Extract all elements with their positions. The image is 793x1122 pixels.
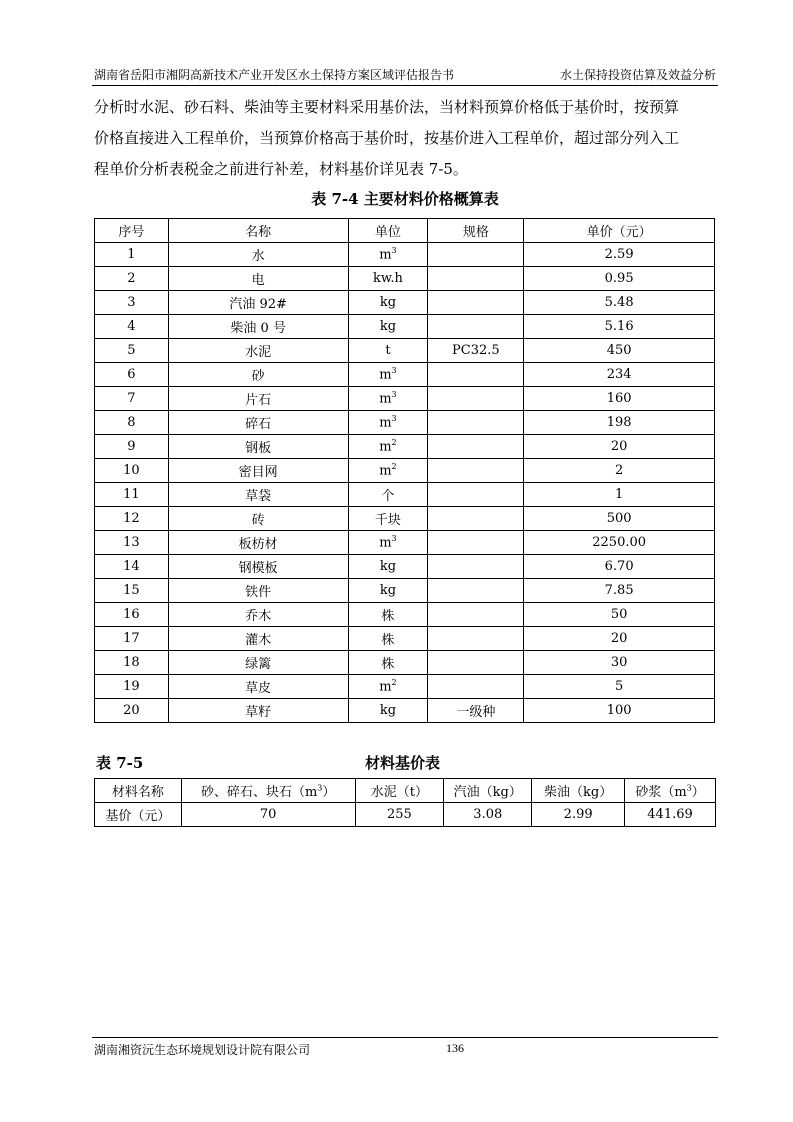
cell-spec — [428, 651, 524, 675]
cell-name: 水 — [168, 243, 348, 267]
col-header-price: 单价（元） — [524, 219, 715, 243]
footer-organization: 湖南湘资沅生态环境规划设计院有限公司 — [94, 1043, 311, 1057]
material-price-table — [94, 218, 715, 723]
cell-unit: kw.h — [348, 267, 428, 291]
cell-no: 9 — [95, 435, 169, 459]
cell-spec: 一级种 — [428, 699, 524, 723]
cell-name: 灌木 — [168, 627, 348, 651]
footer-rule — [92, 1037, 718, 1038]
cell-name: 绿篱 — [168, 651, 348, 675]
cell-no: 18 — [95, 651, 169, 675]
cell-no: 11 — [95, 483, 169, 507]
table-row — [95, 803, 716, 827]
cell-unit: $m^3$ — [348, 531, 428, 555]
table-row — [95, 387, 715, 411]
cell-price: 2.59 — [524, 243, 715, 267]
table-row — [95, 243, 715, 267]
cell-spec — [428, 507, 524, 531]
cell-name: 乔木 — [168, 603, 348, 627]
cell-price: 7.85 — [524, 579, 715, 603]
cell-name: 草皮 — [168, 675, 348, 699]
cell-spec — [428, 675, 524, 699]
cell-no: 12 — [95, 507, 169, 531]
cell-no: 19 — [95, 675, 169, 699]
table-row — [95, 675, 715, 699]
cell-no: 5 — [95, 339, 169, 363]
table-row — [95, 363, 715, 387]
cell-no: 17 — [95, 627, 169, 651]
cell-spec — [428, 435, 524, 459]
table-row — [95, 531, 715, 555]
cell-no: 20 — [95, 699, 169, 723]
table-row — [95, 339, 715, 363]
col-header-no: 序号 — [95, 219, 169, 243]
table-header-row — [95, 779, 716, 803]
cell-unit: kg — [348, 579, 428, 603]
cell-name: 砂 — [168, 363, 348, 387]
cell-unit: t — [348, 339, 428, 363]
cell-spec: PC32.5 — [428, 339, 524, 363]
header-rule — [92, 85, 718, 86]
cell-diesel-price: 2.99 — [532, 803, 625, 827]
cell-price: 2250.00 — [524, 531, 715, 555]
cell-price: 160 — [524, 387, 715, 411]
cell-unit: $m^2$ — [348, 459, 428, 483]
table-header-row — [95, 219, 715, 243]
cell-price: 500 — [524, 507, 715, 531]
table-row — [95, 603, 715, 627]
col-header-name: 名称 — [168, 219, 348, 243]
cell-unit: 个 — [348, 483, 428, 507]
cell-unit: 株 — [348, 627, 428, 651]
table-row — [95, 267, 715, 291]
cell-name: 草袋 — [168, 483, 348, 507]
cell-no: 4 — [95, 315, 169, 339]
table-row — [95, 315, 715, 339]
table-row — [95, 435, 715, 459]
table-7-5-title: 材料基价表 — [365, 754, 441, 772]
cell-name: 钢板 — [168, 435, 348, 459]
cell-cement-price: 255 — [355, 803, 444, 827]
cell-no: 14 — [95, 555, 169, 579]
cell-no: 6 — [95, 363, 169, 387]
cell-no: 2 — [95, 267, 169, 291]
cell-unit: 千块 — [348, 507, 428, 531]
cell-unit: $m^3$ — [348, 363, 428, 387]
cell-name: 片石 — [168, 387, 348, 411]
table-row — [95, 411, 715, 435]
page-number: 136 — [446, 1041, 464, 1055]
cell-name: 板枋材 — [168, 531, 348, 555]
cell-name: 电 — [168, 267, 348, 291]
row-label: 基价（元） — [95, 803, 182, 827]
cell-name: 钢模板 — [168, 555, 348, 579]
col-header-diesel: 柴油（kg） — [532, 779, 625, 803]
cell-gasoline-price: 3.08 — [444, 803, 532, 827]
col-header-mortar: 砂浆$(m^3)$ — [625, 779, 716, 803]
page-header — [94, 66, 716, 83]
cell-unit: $m^3$ — [348, 387, 428, 411]
cell-name: 碎石 — [168, 411, 348, 435]
cell-name: 汽油 92# — [168, 291, 348, 315]
table-row — [95, 507, 715, 531]
cell-unit: kg — [348, 315, 428, 339]
cell-price: 2 — [524, 459, 715, 483]
cell-unit: $m^2$ — [348, 675, 428, 699]
cell-no: 16 — [95, 603, 169, 627]
cell-spec — [428, 579, 524, 603]
col-header-gasoline: 汽油（kg） — [444, 779, 532, 803]
body-line: 程单价分析表税金之前进行补差，材料基价详见表 7-5。 — [94, 160, 468, 178]
cell-price: 20 — [524, 435, 715, 459]
cell-no: 8 — [95, 411, 169, 435]
cell-unit: $m^3$ — [348, 243, 428, 267]
cell-price: 450 — [524, 339, 715, 363]
cell-price: 1 — [524, 483, 715, 507]
col-header-unit: 单位 — [348, 219, 428, 243]
cell-spec — [428, 363, 524, 387]
cell-price: 5 — [524, 675, 715, 699]
cell-spec — [428, 267, 524, 291]
cell-spec — [428, 531, 524, 555]
table-row — [95, 459, 715, 483]
cell-price: 0.95 — [524, 267, 715, 291]
table-row — [95, 291, 715, 315]
cell-unit: $m^2$ — [348, 435, 428, 459]
cell-spec — [428, 603, 524, 627]
cell-price: 30 — [524, 651, 715, 675]
cell-name: 铁件 — [168, 579, 348, 603]
cell-no: 13 — [95, 531, 169, 555]
header-section-title: 水土保持投资估算及效益分析 — [559, 68, 716, 82]
header-report-title: 湖南省岳阳市湘阴高新技术产业开发区水土保持方案区域评估报告书 — [94, 68, 455, 82]
cell-spec — [428, 627, 524, 651]
col-header-spec: 规格 — [428, 219, 524, 243]
table-7-5-number: 表 7-5 — [96, 754, 144, 772]
cell-spec — [428, 555, 524, 579]
cell-spec — [428, 243, 524, 267]
cell-price: 6.70 — [524, 555, 715, 579]
col-header-cement: 水泥（t） — [355, 779, 444, 803]
table-7-4-caption: 表 7-4 主要材料价格概算表 — [311, 190, 499, 208]
cell-spec — [428, 315, 524, 339]
table-row — [95, 579, 715, 603]
table-row — [95, 555, 715, 579]
body-paragraph — [94, 92, 716, 185]
col-header-aggregate: 砂、碎石、块石$(m^3)$ — [181, 779, 355, 803]
cell-aggregate-price: 70 — [181, 803, 355, 827]
cell-spec — [428, 459, 524, 483]
cell-unit: 株 — [348, 603, 428, 627]
cell-no: 1 — [95, 243, 169, 267]
body-line: 分析时水泥、砂石料、柴油等主要材料采用基价法，当材料预算价格低于基价时，按预算 — [94, 98, 680, 116]
cell-price: 5.48 — [524, 291, 715, 315]
cell-price: 20 — [524, 627, 715, 651]
table-row — [95, 627, 715, 651]
cell-name: 柴油 0 号 — [168, 315, 348, 339]
cell-spec — [428, 387, 524, 411]
cell-price: 50 — [524, 603, 715, 627]
material-base-price-table — [94, 778, 716, 827]
cell-unit: 株 — [348, 651, 428, 675]
cell-spec — [428, 483, 524, 507]
table-row — [95, 651, 715, 675]
body-line: 价格直接进入工程单价，当预算价格高于基价时，按基价进入工程单价，超过部分列入工 — [94, 129, 680, 147]
cell-no: 7 — [95, 387, 169, 411]
table-row — [95, 699, 715, 723]
cell-unit: kg — [348, 699, 428, 723]
cell-unit: kg — [348, 555, 428, 579]
cell-spec — [428, 411, 524, 435]
cell-price: 198 — [524, 411, 715, 435]
cell-name: 草籽 — [168, 699, 348, 723]
cell-no: 3 — [95, 291, 169, 315]
cell-unit: kg — [348, 291, 428, 315]
cell-price: 234 — [524, 363, 715, 387]
cell-spec — [428, 291, 524, 315]
col-header-material: 材料名称 — [95, 779, 182, 803]
cell-name: 水泥 — [168, 339, 348, 363]
cell-name: 砖 — [168, 507, 348, 531]
table-row — [95, 483, 715, 507]
cell-unit: $m^3$ — [348, 411, 428, 435]
cell-no: 10 — [95, 459, 169, 483]
cell-no: 15 — [95, 579, 169, 603]
cell-name: 密目网 — [168, 459, 348, 483]
cell-mortar-price: 441.69 — [625, 803, 716, 827]
cell-price: 100 — [524, 699, 715, 723]
cell-price: 5.16 — [524, 315, 715, 339]
